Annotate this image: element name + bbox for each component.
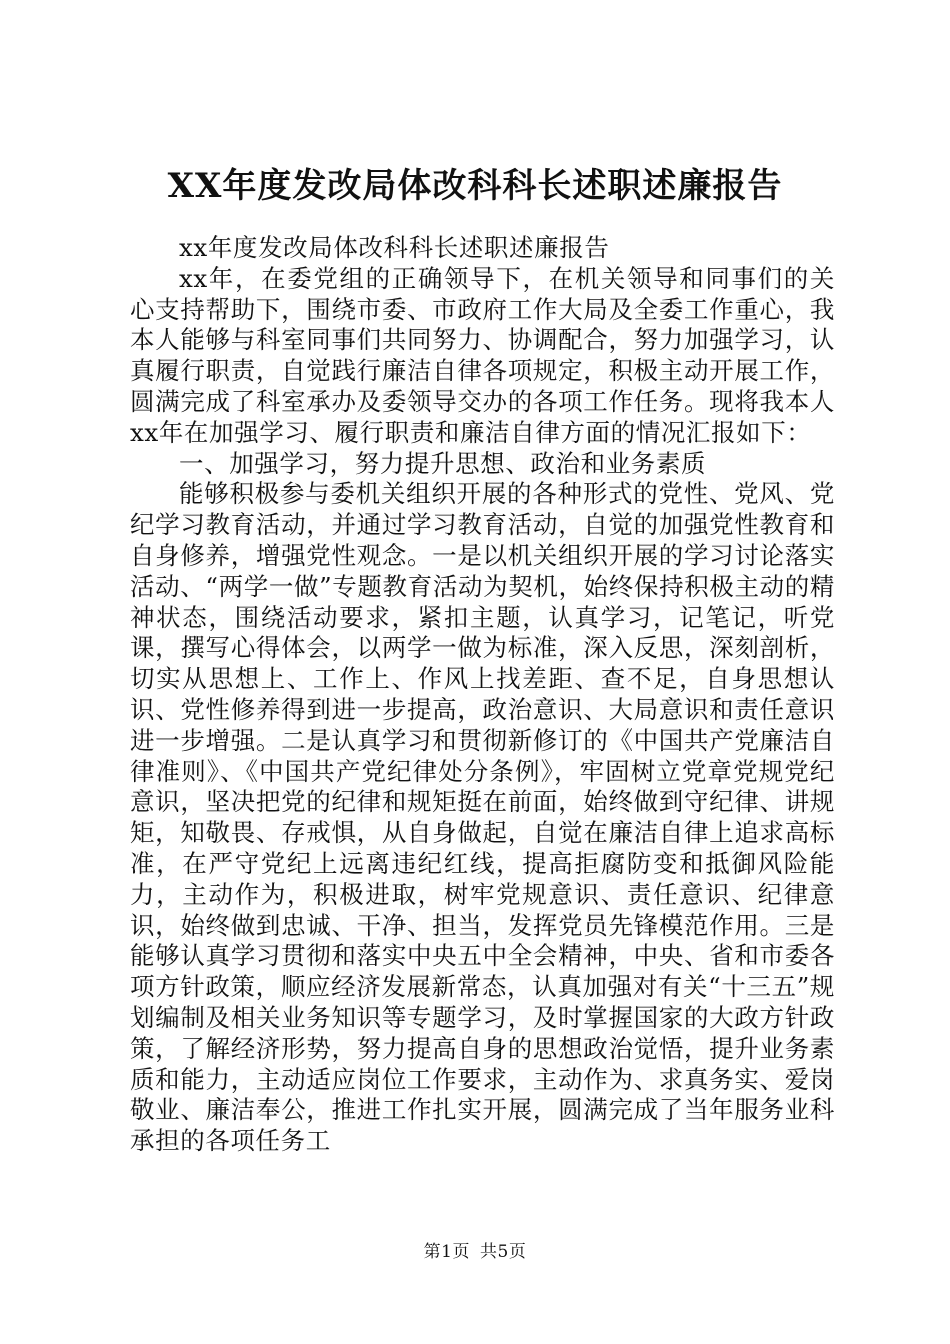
page-total: 共5页 <box>480 1242 527 1262</box>
document-body <box>130 233 835 1157</box>
body-paragraph: 能够积极参与委机关组织开展的各种形式的党性、党风、党纪学习教育活动，并通过学习教育活动，自觉的加强党性教育和自身修养，增强党性观念。一是以机关组织开展的学习讨论落实活动、“两学一做”专题教育活动为契机，始终保持积极主动的精神状态，围绕活动要求，紧扣主题，认真学习，记笔记，听党课，撰写心得体会，以两学一做为标准，深入反思，深刻剖析，切实从思想上、工作上、作风上找差距、查不足，自身思想认识、党性修养得到进一步提高，政治意识、大局意识和责任意识进一步增强。二是认真学习和贯彻新修订的《中国共产党廉洁自律准则》、《中国共产党纪律处分条例》，牢固树立党章党规党纪意识，坚决把党的纪律和规矩挺在前面，始终做到守纪律、讲规矩，知敬畏、存戒惧，从自身做起，自觉在廉洁自律上追求高标准，在严守党纪上远离违纪红线，提高拒腐防变和抵御风险能力，主动作为，积极进取，树牢党规意识、责任意识、纪律意识，始终做到忠诚、干净、担当，发挥党员先锋模范作用。三是能够认真学习贯彻和落实中央五中全会精神，中央、省和市委各项方针政策，顺应经济发展新常态，认真加强对有关“十三五”规划编制及相关业务知识等专题学习，及时掌握国家的大政方针政策，了解经济形势，努力提高自身的思想政治觉悟，提升业务素质和能力，主动适应岗位工作要求，主动作为、求真务实、爱岗敬业、廉洁奉公，推进工作扎实开展，圆满完成了当年服务业科承担的各项任务工 <box>130 479 835 1156</box>
page-footer <box>0 1241 950 1263</box>
document-title: XX年度发改局体改科科长述职述廉报告 <box>167 166 783 206</box>
section-heading: 一、加强学习，努力提升思想、政治和业务素质 <box>179 448 707 478</box>
intro-paragraph: xx年，在委党组的正确领导下，在机关领导和同事们的关心支持帮助下，围绕市委、市政府工作大局及全委工作重心，我本人能够与科室同事们共同努力、协调配合，努力加强学习，认真履行职责，自觉践行廉洁自律各项规定，积极主动开展工作，圆满完成了科室承办及委领导交办的各项工作任务。现将我本人xx年在加强学习、履行职责和廉洁自律方面的情况汇报如下： <box>130 263 835 447</box>
subtitle-paragraph: xx年度发改局体改科科长述职述廉报告 <box>179 233 610 262</box>
page-number: 第1页 <box>423 1242 470 1262</box>
